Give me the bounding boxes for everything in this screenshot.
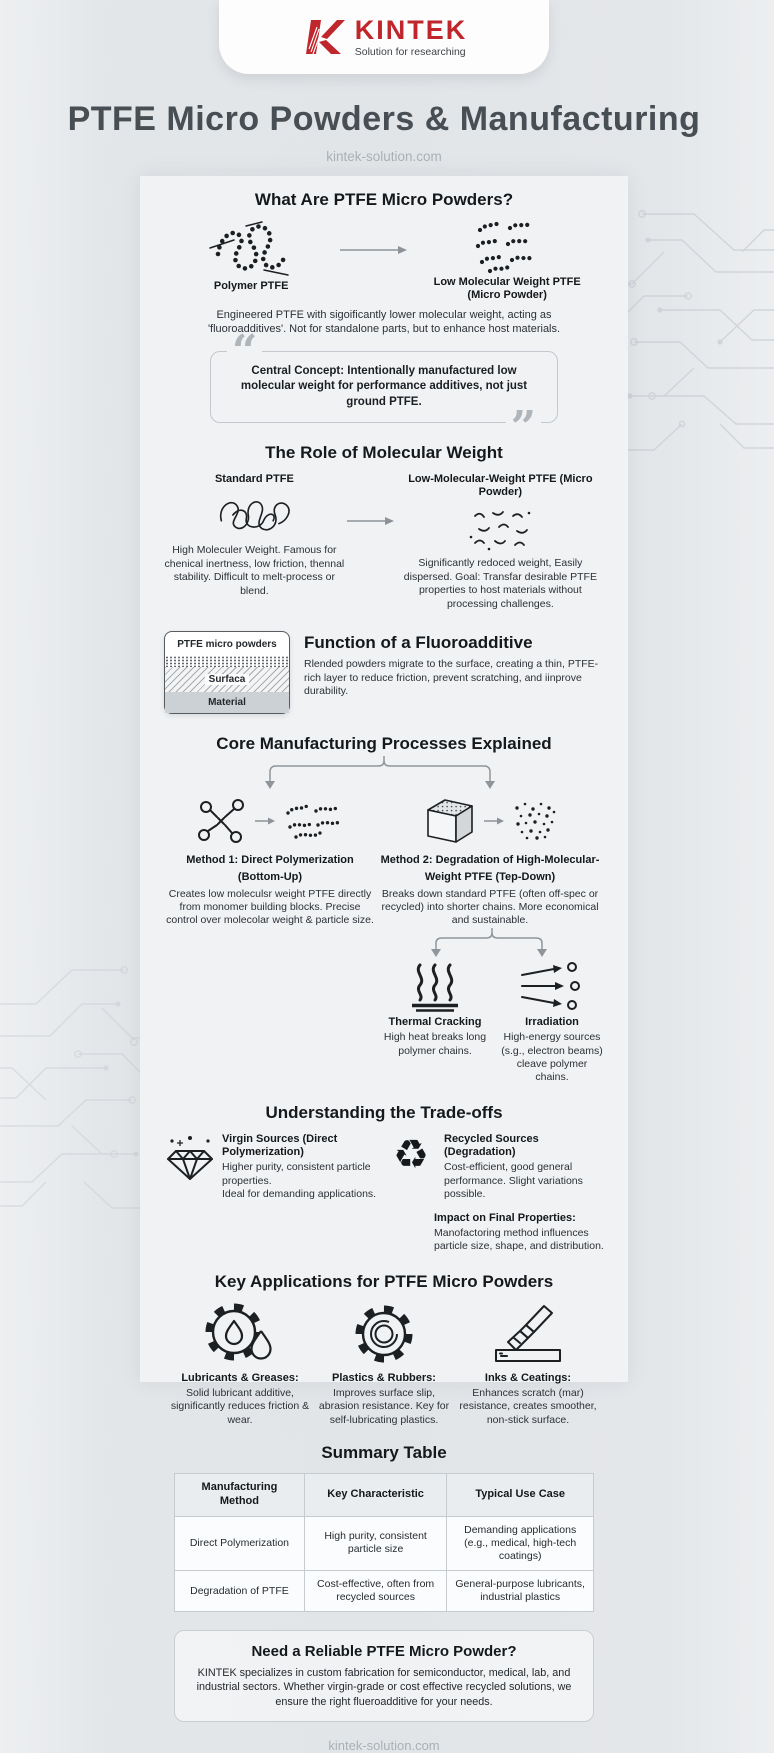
impact-text: Manofactoring method influences particle size, shape, and distribution.	[434, 1226, 604, 1253]
applications-row	[164, 1300, 604, 1428]
method2-title-line1: Method 2: Degradation of High-Molecular-	[380, 854, 600, 867]
section-what-heading: What Are PTFE Micro Powders?	[254, 190, 514, 209]
lmw-ptfe-label-line1: Low Molecular Weight PTFE	[433, 276, 581, 288]
circuit-pattern-right	[624, 192, 774, 472]
table-cell: Direct Polymerization	[175, 1516, 305, 1570]
table-cell: High purity, consistent particle size	[304, 1516, 446, 1570]
degradation-sub-branch	[376, 928, 604, 1085]
right-arrow-icon	[338, 244, 410, 256]
inks-title: Inks & Ceatings:	[484, 1371, 572, 1384]
summary-table	[174, 1473, 594, 1612]
footer-website: kintek-solution.com	[328, 1737, 440, 1753]
cta-text: KINTEK specializes in custom fabrication for semiconductor, medical, lab, and industrial sectors. Whether virgin-grade or cost effective recycled solutions, we ensure the right flueroadditive for your needs.	[196, 1667, 572, 1708]
micro-powder-chains-icon	[470, 218, 544, 276]
method2-text: Breaks down standard PTFE (often off-spec or recycled) into shorter chains. More economical and sustainable.	[381, 887, 599, 927]
brand-name: KINTEK	[354, 15, 468, 46]
col-header: Manufacturing Method	[175, 1474, 305, 1517]
table-cell: Demanding applications (e.g., medical, high-tech coatings)	[447, 1516, 594, 1570]
virgin-sources-text1: Higher purity, consistent particle properties.	[222, 1161, 371, 1187]
kintek-logo-icon	[301, 15, 345, 59]
methods-row	[164, 792, 604, 928]
tangled-polymer-icon	[212, 490, 296, 538]
lmw-ptfe-label-line2: (Micro Powder)	[467, 289, 547, 302]
application-plastics	[312, 1300, 456, 1428]
close-quote-icon: ”	[506, 419, 541, 433]
what-diagram	[164, 218, 604, 302]
irradiation-text: High-energy sources (s.g., electron beams) cleave polymer chains.	[501, 1031, 603, 1084]
layer-top-label: PTFE micro powders	[177, 638, 277, 650]
thermal-heat-icon	[406, 960, 464, 1012]
impact-title: Impact on Final Properties:	[434, 1211, 576, 1224]
thermal-cracking-title: Thermal Cracking	[388, 1015, 482, 1028]
open-quote-icon: “	[227, 343, 262, 361]
gear-ring-icon	[348, 1301, 420, 1367]
paint-brush-icon	[486, 1304, 570, 1364]
recycled-sources-title: Recycled Sources (Degradation)	[444, 1132, 539, 1159]
section-summary-heading: Summary Table	[321, 1443, 447, 1463]
section-fluoro-heading: Function of a Fluoroadditive	[304, 633, 533, 653]
recycle-icon: ♻	[393, 1131, 429, 1178]
dispersed-fragments-icon	[467, 507, 533, 551]
lmw-ptfe-text: Significantly redoced weight, Easily dispersed. Goal: Transfar desirable PTFE properties to host materials without processing challenges.	[403, 557, 597, 610]
col-header: Key Characteristic	[304, 1474, 446, 1517]
powder-speckle-layer	[165, 656, 289, 667]
table-cell: Cost-effective, often from recycled sources	[304, 1570, 446, 1611]
plastics-title: Plastics & Rubbers:	[332, 1371, 436, 1384]
cta-box	[174, 1630, 594, 1722]
right-arrow-icon	[345, 515, 397, 527]
virgin-sources-text2: Ideal for demanding applications.	[222, 1188, 377, 1201]
recycled-sources-text: Cost-efficient, good general performance. Slight variations possible.	[444, 1161, 583, 1201]
table-cell: Degradation of PTFE	[175, 1570, 305, 1611]
small-arrow-icon	[483, 816, 505, 826]
small-arrow-icon	[254, 816, 276, 826]
what-description: Engineered PTFE with sigoificantly lower molecular weight, acting as 'fluoroadditives'. Not for standalone parts, but to enhance host materials.	[207, 309, 561, 336]
diamond-icon	[164, 1133, 216, 1181]
lmw-ptfe-title: Low-Molecular-Weight PTFE (Micro Powder)	[408, 473, 593, 499]
irradiation-beams-icon	[520, 960, 584, 1012]
table-header-row	[175, 1474, 594, 1517]
inks-text: Enhances scratch (mar) resistance, creates smoother, non-stick surface.	[459, 1386, 597, 1426]
method2-title-line2: Weight PTFE (Tep-Down)	[424, 871, 556, 884]
col-header: Typical Use Case	[447, 1474, 594, 1517]
page-title: PTFE Micro Powders & Manufacturing	[67, 100, 701, 138]
short-chains-icon	[282, 801, 344, 841]
application-inks	[456, 1300, 600, 1428]
ptfe-block-icon	[423, 797, 477, 845]
standard-ptfe-label: Standard PTFE	[214, 473, 294, 486]
website-subtitle: kintek-solution.com	[326, 149, 442, 164]
header-card	[219, 0, 549, 74]
powder-dots-icon	[511, 800, 557, 842]
role-comparison	[164, 473, 604, 611]
standard-ptfe-text: High Moleculer Weight. Famous for chenical inertness, low friction, thennal stability. Difficult to melt-process or blend.	[164, 544, 345, 597]
sub-branch-connector	[376, 928, 604, 960]
application-lubricants	[168, 1300, 312, 1428]
polymer-ptfe-label: Polymer PTFE	[213, 280, 289, 292]
section-processes-heading: Core Manufacturing Processes Explained	[216, 734, 552, 754]
impact-block	[434, 1212, 614, 1254]
method1-title-line1: Method 1: Direct Polymerization	[186, 854, 354, 867]
circuit-pattern-bottom-left	[0, 950, 142, 1250]
irradiation-title: Irradiation	[525, 1015, 579, 1028]
cta-heading: Need a Reliable PTFE Micro Powder?	[251, 1643, 517, 1661]
plastics-text: Improves surface slip, abrasion resistance. Key for self-lubricating plastics.	[318, 1386, 450, 1426]
fluoroadditive-section	[164, 631, 604, 714]
section-applications-heading: Key Applications for PTFE Micro Powders	[214, 1271, 554, 1291]
section-tradeoffs-heading: Understanding the Trade-offs	[265, 1102, 503, 1122]
polymer-chain-icon	[208, 218, 294, 280]
method1-title-line2: (Bottom-Up)	[237, 871, 303, 884]
lubricants-text: Solid lubricant additive, significantly reduces friction & wear.	[170, 1386, 310, 1426]
layer-diagram	[164, 631, 290, 714]
table-cell: General-purpose lubricants, industrial plastics	[447, 1570, 594, 1611]
brand-tagline: Solution for researching	[354, 45, 466, 58]
virgin-sources-title: Virgin Sources (Direct Polymerization)	[222, 1132, 338, 1159]
content-panel	[140, 176, 628, 1753]
fluoro-text: Rlended powders migrate to the surface, creating a thin, PTFE-rich layer to reduce friction, prevent scratching, and iinprove durability.	[304, 658, 599, 698]
surface-label: Surfaca	[205, 674, 250, 685]
table-row	[175, 1516, 594, 1570]
monomer-molecule-icon	[196, 798, 248, 844]
material-layer: Material	[165, 692, 289, 713]
surface-layer	[165, 667, 289, 692]
branch-connector	[164, 756, 604, 792]
lubricants-title: Lubricants & Greases:	[181, 1371, 299, 1384]
section-role-heading: The Role of Molecular Weight	[265, 443, 503, 463]
tradeoffs-row	[164, 1133, 604, 1202]
table-row	[175, 1570, 594, 1611]
thermal-cracking-text: High heat breaks long polymer chains.	[383, 1031, 487, 1057]
gear-droplet-icon	[200, 1301, 280, 1367]
quote-text: Central Concept: Intentionally manufactured low molecular weight for performance additives, not just ground PTFE.	[240, 364, 528, 408]
method1-text: Creates low moleculsr weight PTFE directly from monomer building blocks. Precise control over molecolar weight & particle size.	[166, 887, 374, 927]
